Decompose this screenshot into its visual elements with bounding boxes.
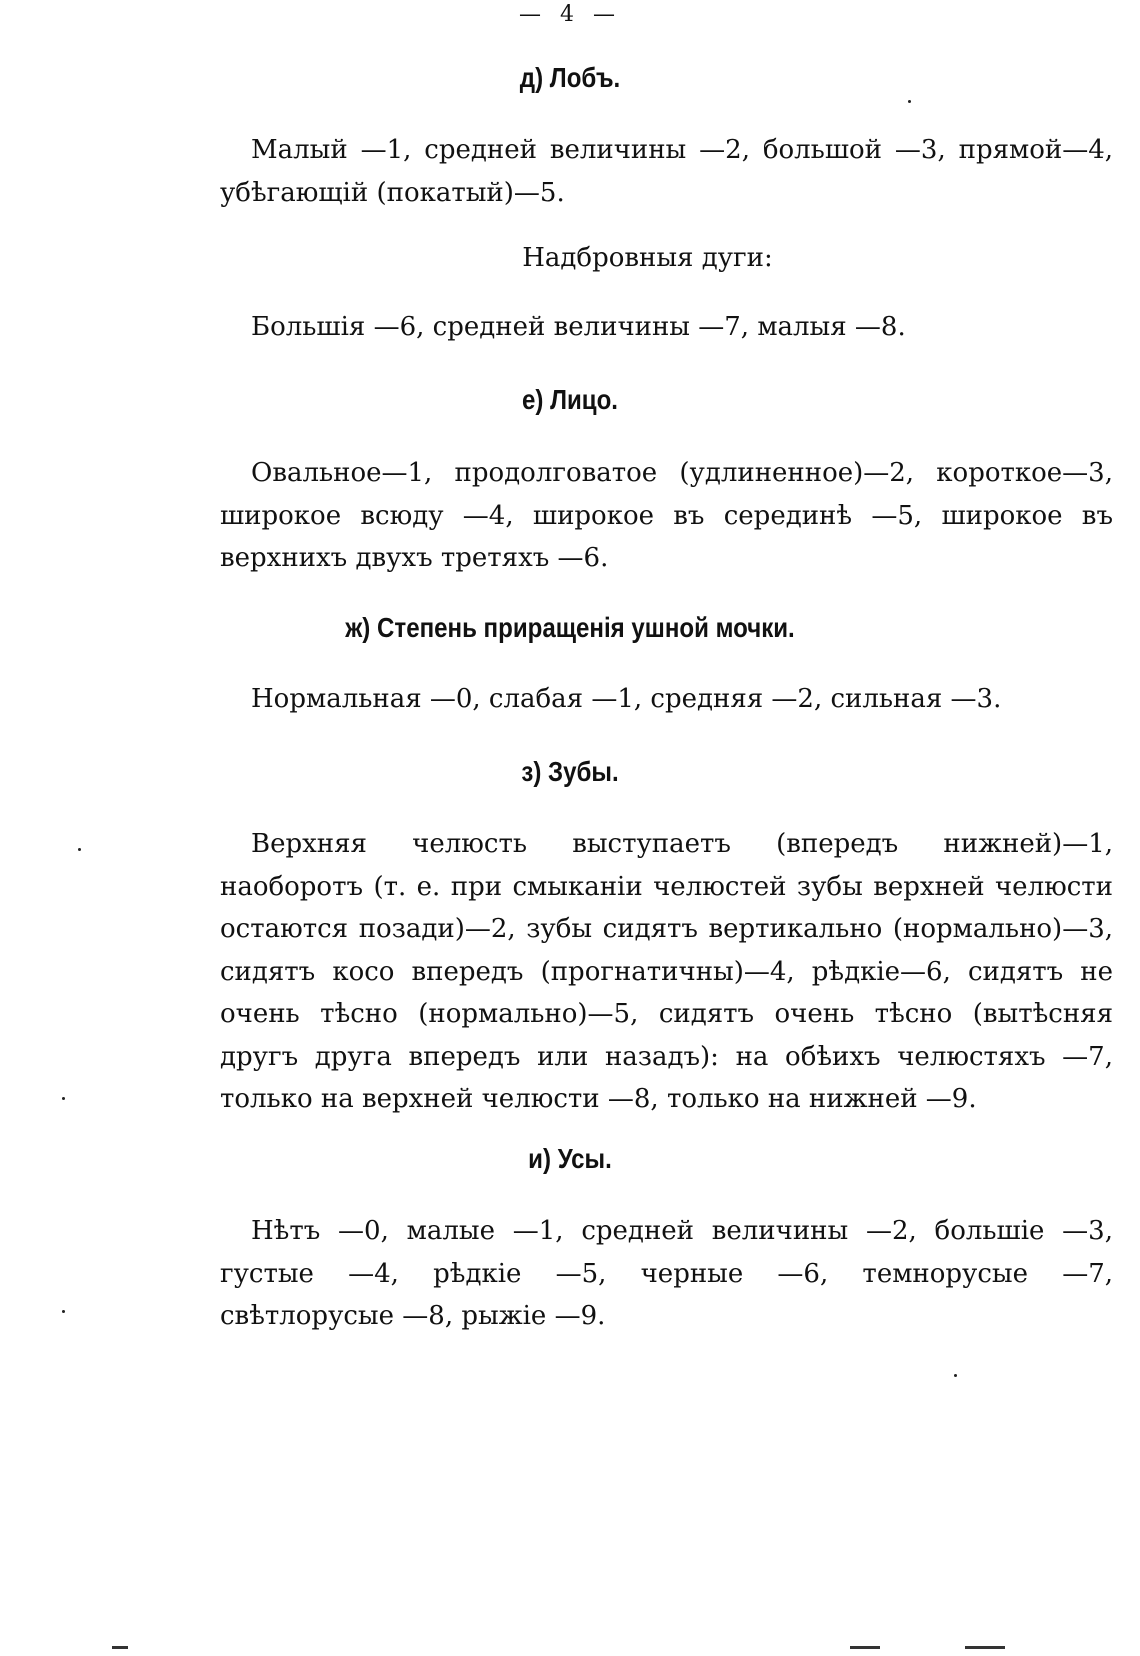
scan-speck (78, 848, 81, 851)
scan-speck (62, 1310, 65, 1313)
section-paragraph-forehead: Малый —1, средней величины —2, большой —3, прямой—4, убѣгающій (покатый)—5. (220, 135, 1113, 208)
section-heading-face: е) Лицо. (521, 384, 618, 415)
section-paragraph-teeth: Верхняя челюсть выступаетъ (впередъ нижней)—1, наоборотъ (т. е. при смыканіи челюстей зубы верхней челюсти остаются позади)—2, зубы сидятъ вертикально (нормально)—3, сидятъ косо впередъ (прогнатичны)—4, рѣдкіе—6, сидятъ не очень тѣсно (нормально)—5, сидятъ очень тѣсно (вытѣсняя другъ друга впередъ или назадъ): на обѣихъ челюстяхъ —7, только на верхней челюсти —8, только на нижней —9. (220, 829, 1113, 1114)
page-number: — 4 — (519, 2, 621, 27)
subheading-brow-ridges: Надбровныя дуги: (522, 243, 773, 273)
section-paragraph-earlobe: Нормальная —0, слабая —1, средняя —2, сильная —3. (251, 684, 1002, 714)
section-heading-teeth: з) Зубы. (521, 756, 619, 787)
section-paragraph-moustache: Нѣтъ —0, малые —1, средней величины —2, большіе —3, густые —4, рѣдкіе —5, черные —6, темнорусые —7, свѣтлорусые —8, рыжіе —9. (220, 1216, 1113, 1331)
scan-speck (908, 100, 911, 103)
section-heading-moustache: и) Усы. (528, 1143, 612, 1174)
section-heading-earlobe: ж) Степень приращенія ушной мочки. (345, 612, 795, 643)
section-paragraph-face: Овальное—1, продолговатое (удлиненное)—2, короткое—3, широкое всюду —4, широкое въ серединѣ —5, широкое въ верхнихъ двухъ третяхъ —6. (220, 458, 1113, 573)
section-heading-forehead: д) Лобъ. (519, 62, 621, 93)
scan-speck (62, 1097, 65, 1100)
scan-speck (954, 1374, 957, 1377)
paragraph-brow-ridges: Большія —6, средней величины —7, малыя —8. (251, 312, 906, 342)
bottom-edge-marks (0, 1640, 1140, 1656)
